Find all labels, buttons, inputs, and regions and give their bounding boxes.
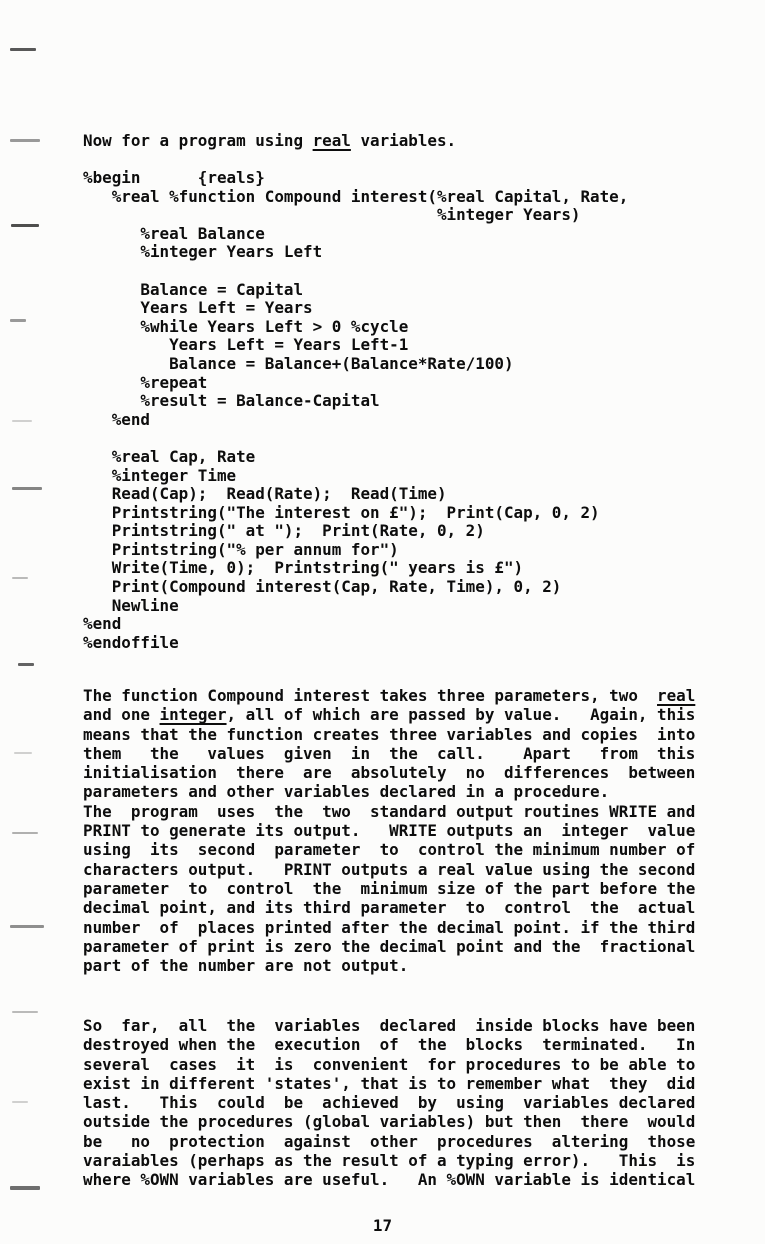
text-line xyxy=(83,225,628,244)
text-line xyxy=(83,355,628,374)
text-segment: The program uses the two standard output routines WRITE and xyxy=(83,801,696,821)
text-segment: part of the number are not output. xyxy=(83,956,409,976)
text-line xyxy=(83,597,628,616)
text-line xyxy=(83,840,695,859)
text-line xyxy=(83,429,628,448)
scan-mark xyxy=(10,139,40,142)
text-segment: %real Cap, Rate xyxy=(83,446,256,466)
text-line xyxy=(83,262,628,281)
text-segment: Balance = Balance+(Balance*Rate/100) xyxy=(83,353,514,373)
text-segment: Now for a program using xyxy=(83,131,313,150)
text-segment: Read(Cap); Read(Rate); Read(Time) xyxy=(83,484,447,504)
text-line xyxy=(83,504,628,523)
text-line xyxy=(83,615,628,634)
text-line xyxy=(83,318,628,337)
text-line xyxy=(83,485,628,504)
text-segment: The function Compound interest takes three parameters, two xyxy=(83,686,658,705)
text-segment: destroyed when the execution of the blocks terminated. In xyxy=(83,1035,696,1055)
text-line xyxy=(83,705,695,724)
text-segment: %integer Time xyxy=(83,465,237,485)
text-segment: %begin {reals} xyxy=(83,168,265,187)
scan-mark xyxy=(11,224,39,227)
scan-mark xyxy=(12,1011,38,1013)
text-line xyxy=(83,1016,695,1035)
text-segment: %integer Years) xyxy=(83,205,581,225)
underlined-word: real xyxy=(312,131,351,150)
text-line xyxy=(83,169,628,188)
text-segment: So far, all the variables declared inside blocks have been xyxy=(83,1016,696,1035)
text-segment: %endoffile xyxy=(83,632,179,652)
scan-mark xyxy=(18,663,34,666)
scan-mark xyxy=(10,319,26,322)
text-line xyxy=(83,898,695,917)
text-segment: Balance = Capital xyxy=(83,279,304,299)
text-line xyxy=(83,299,628,318)
scan-mark xyxy=(14,752,32,754)
scan-mark xyxy=(10,1186,40,1190)
text-line xyxy=(83,541,628,560)
text-line xyxy=(83,686,695,705)
text-line xyxy=(83,879,695,898)
text-line xyxy=(83,821,695,840)
text-line xyxy=(83,131,456,150)
scan-mark xyxy=(12,1101,28,1103)
text-segment: , all of which are passed by value. Again, this xyxy=(226,705,696,725)
text-line xyxy=(83,374,628,393)
text-line xyxy=(83,782,695,801)
scan-mark xyxy=(12,487,42,490)
paragraph-function-explanation xyxy=(83,686,695,975)
text-segment: Printstring("The interest on £"); Print(Cap, 0, 2) xyxy=(83,502,600,522)
text-segment: parameter to control the minimum size of the part before the xyxy=(83,878,696,898)
text-line xyxy=(83,188,628,207)
text-segment: Years Left = Years xyxy=(83,298,313,318)
text-line xyxy=(83,802,695,821)
text-segment: decimal point, and its third parameter to control the actual xyxy=(83,898,696,918)
text-segment: Years Left = Years Left-1 xyxy=(83,335,409,355)
text-line xyxy=(83,1035,695,1054)
text-segment: outside the procedures (global variables) but then there would xyxy=(83,1112,696,1132)
scan-mark xyxy=(10,925,44,928)
text-segment: parameters and other variables declared in a procedure. xyxy=(83,782,610,802)
page-number: 17 xyxy=(372,1216,393,1235)
text-segment: %real Balance xyxy=(83,223,265,243)
text-segment: %end xyxy=(83,409,150,429)
text-line xyxy=(83,281,628,300)
text-line xyxy=(83,559,628,578)
text-line xyxy=(83,243,628,262)
text-segment: %repeat xyxy=(83,372,208,392)
text-segment: Print(Compound interest(Cap, Rate, Time), 0, 2) xyxy=(83,577,562,597)
text-line xyxy=(83,860,695,879)
code-listing xyxy=(83,169,628,652)
text-segment: where %OWN variables are useful. An %OWN variable is identical xyxy=(83,1170,696,1190)
text-line xyxy=(83,392,628,411)
text-segment: Printstring("% per annum for") xyxy=(83,539,399,559)
text-line xyxy=(83,956,695,975)
text-segment: be no protection against other procedures altering those xyxy=(83,1131,696,1151)
paragraph-own-variables xyxy=(83,1016,695,1190)
scan-mark xyxy=(10,48,36,51)
text-segment: %end xyxy=(83,614,122,634)
intro-text xyxy=(83,131,456,150)
text-segment: means that the function creates three variables and copies into xyxy=(83,724,696,744)
scan-mark xyxy=(12,420,32,422)
text-line xyxy=(83,336,628,355)
text-segment: exist in different 'states', that is to remember what they did xyxy=(83,1073,696,1093)
text-line xyxy=(83,1055,695,1074)
text-segment: Printstring(" at "); Print(Rate, 0, 2) xyxy=(83,521,485,541)
text-segment: variables. xyxy=(350,131,457,150)
text-line xyxy=(83,634,628,653)
text-line xyxy=(83,937,695,956)
text-segment: %result = Balance-Capital xyxy=(83,391,380,411)
text-line xyxy=(83,411,628,430)
text-line xyxy=(83,467,628,486)
text-segment: varaiables (perhaps as the result of a typing error). This is xyxy=(83,1151,696,1171)
text-segment: %real %function Compound interest(%real Capital, Rate, xyxy=(83,186,629,206)
text-line xyxy=(83,206,628,225)
text-line xyxy=(83,522,628,541)
text-segment: number of places printed after the decimal point. if the third xyxy=(83,917,696,937)
text-line xyxy=(83,1093,695,1112)
text-segment: them the values given in the call. Apart from this xyxy=(83,743,696,763)
text-segment: %while Years Left > 0 %cycle xyxy=(83,316,409,336)
text-segment: Write(Time, 0); Printstring(" years is £") xyxy=(83,558,524,578)
text-segment: and one xyxy=(83,705,160,725)
text-segment: PRINT to generate its output. WRITE outputs an integer value xyxy=(83,821,696,841)
text-line xyxy=(83,1151,695,1170)
text-segment: parameter of print is zero the decimal point and the fractional xyxy=(83,936,696,956)
text-segment: Newline xyxy=(83,595,179,615)
underlined-word: real xyxy=(657,686,696,705)
text-line xyxy=(83,725,695,744)
text-segment: initialisation there are absolutely no differences between xyxy=(83,763,696,783)
text-segment: characters output. PRINT outputs a real value using the second xyxy=(83,859,696,879)
text-line xyxy=(83,1170,695,1189)
scan-mark xyxy=(12,832,38,834)
text-segment: using its second parameter to control the minimum number of xyxy=(83,840,696,860)
text-line xyxy=(83,1112,695,1131)
text-line xyxy=(83,578,628,597)
text-segment: several cases it is convenient for procedures to be able to xyxy=(83,1054,696,1074)
text-line xyxy=(83,1132,695,1151)
scan-mark xyxy=(12,577,28,579)
underlined-word: integer xyxy=(159,705,227,725)
text-line xyxy=(83,744,695,763)
text-line xyxy=(83,1074,695,1093)
text-segment: %integer Years Left xyxy=(83,242,323,262)
text-line xyxy=(83,763,695,782)
text-segment: last. This could be achieved by using variables declared xyxy=(83,1093,696,1113)
text-line xyxy=(83,448,628,467)
text-line xyxy=(83,918,695,937)
